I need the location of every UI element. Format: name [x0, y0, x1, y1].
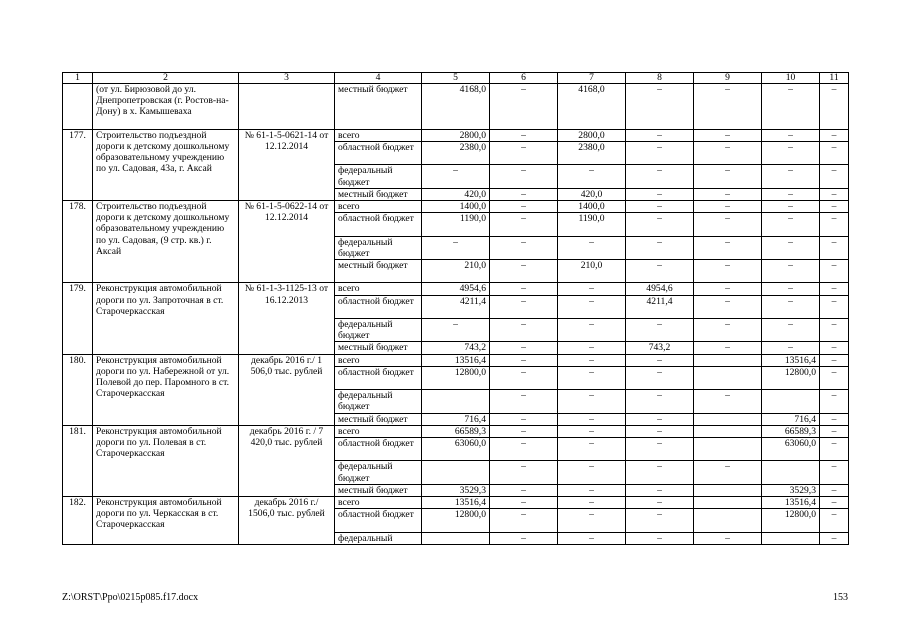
value-cell: – [820, 366, 849, 389]
funding-source: федеральный бюджет [335, 390, 422, 413]
value-cell: – [490, 84, 558, 130]
funding-source: всего [335, 129, 422, 141]
funding-source: областной бюджет [335, 366, 422, 389]
item-number: 177. [63, 129, 93, 200]
value-cell: – [820, 213, 849, 236]
value-cell: 4954,6 [422, 283, 490, 295]
funding-source: местный бюджет [335, 413, 422, 425]
funding-source: федеральный бюджет [335, 165, 422, 188]
funding-source: местный бюджет [335, 342, 422, 354]
value-cell: 12800,0 [762, 366, 820, 389]
funding-source: местный бюджет [335, 484, 422, 496]
value-cell: – [558, 484, 626, 496]
value-cell: – [558, 236, 626, 259]
value-cell: – [626, 165, 694, 188]
value-cell: 2380,0 [558, 142, 626, 165]
value-cell: – [626, 129, 694, 141]
value-cell: – [490, 129, 558, 141]
value-cell: – [490, 283, 558, 295]
value-cell: – [490, 295, 558, 318]
column-header-7: 7 [558, 73, 626, 84]
funding-source: областной бюджет [335, 438, 422, 461]
value-cell: – [820, 390, 849, 413]
funding-source: областной бюджет [335, 295, 422, 318]
value-cell [762, 390, 820, 413]
value-cell: – [422, 165, 490, 188]
item-number: 180. [63, 354, 93, 425]
value-cell: – [820, 283, 849, 295]
value-cell: – [626, 318, 694, 341]
value-cell: 66589,3 [762, 425, 820, 437]
value-cell: – [626, 354, 694, 366]
value-cell: 420,0 [558, 188, 626, 200]
column-header-3: 3 [239, 73, 335, 84]
value-cell: – [820, 497, 849, 509]
value-cell: – [820, 165, 849, 188]
value-cell: – [490, 201, 558, 213]
value-cell [694, 497, 762, 509]
value-cell: – [694, 236, 762, 259]
value-cell: – [626, 366, 694, 389]
value-cell: – [820, 438, 849, 461]
value-cell: 2800,0 [558, 129, 626, 141]
value-cell: – [490, 318, 558, 341]
item-number [63, 84, 93, 130]
item-name: Реконструкция автомобильной дороги по ул. Набережной от ул. Полевой до пер. Паромного в ст. Старочеркасская [93, 354, 239, 425]
value-cell: – [762, 318, 820, 341]
value-cell: – [762, 342, 820, 354]
value-cell: – [762, 165, 820, 188]
table-row [63, 425, 849, 437]
table-row [63, 201, 849, 213]
column-header-2: 2 [93, 73, 239, 84]
value-cell: – [626, 201, 694, 213]
value-cell: – [558, 283, 626, 295]
value-cell: – [626, 532, 694, 544]
funding-source: всего [335, 354, 422, 366]
column-header-8: 8 [626, 73, 694, 84]
value-cell: – [626, 509, 694, 532]
value-cell: – [820, 260, 849, 283]
item-name: Реконструкция автомобильной дороги по ул. Запроточная в ст. Старочеркасская [93, 283, 239, 354]
value-cell: – [490, 188, 558, 200]
item-name: Реконструкция автомобильной дороги по ул. Черкасская в ст. Старочеркасская [93, 497, 239, 545]
value-cell: – [820, 532, 849, 544]
value-cell: – [694, 283, 762, 295]
item-document: декабрь 2016 г./ 1506,0 тыс. рублей [239, 497, 335, 545]
value-cell: 4954,6 [626, 283, 694, 295]
value-cell: 13516,4 [422, 497, 490, 509]
value-cell: – [490, 532, 558, 544]
funding-source: областной бюджет [335, 509, 422, 532]
value-cell: – [694, 461, 762, 484]
item-document: декабрь 2016 г. / 7 420,0 тыс. рублей [239, 425, 335, 496]
value-cell: – [490, 354, 558, 366]
value-cell: – [694, 342, 762, 354]
value-cell: – [490, 142, 558, 165]
value-cell: – [762, 260, 820, 283]
value-cell: – [490, 438, 558, 461]
value-cell: – [490, 342, 558, 354]
value-cell: 13516,4 [762, 354, 820, 366]
value-cell: – [694, 165, 762, 188]
value-cell [422, 390, 490, 413]
value-cell: – [762, 236, 820, 259]
value-cell: – [490, 366, 558, 389]
value-cell [694, 366, 762, 389]
value-cell: – [558, 497, 626, 509]
value-cell: – [626, 438, 694, 461]
item-name: Строительство подъездной дороги к детскому дошкольному образовательному учреждению по ул. Садовая, 43а, г. Аксай [93, 129, 239, 200]
value-cell: 4211,4 [626, 295, 694, 318]
value-cell: – [626, 260, 694, 283]
value-cell: – [490, 413, 558, 425]
item-document: № 61-1-5-0621-14 от 12.12.2014 [239, 129, 335, 200]
value-cell [422, 532, 490, 544]
value-cell: – [762, 129, 820, 141]
value-cell: – [694, 390, 762, 413]
value-cell: – [626, 425, 694, 437]
table-row [63, 497, 849, 509]
funding-source: всего [335, 283, 422, 295]
value-cell [762, 461, 820, 484]
value-cell: – [558, 461, 626, 484]
value-cell: – [762, 142, 820, 165]
value-cell: 743,2 [626, 342, 694, 354]
value-cell: – [820, 129, 849, 141]
item-number: 179. [63, 283, 93, 354]
value-cell: – [762, 84, 820, 130]
column-header-5: 5 [422, 73, 490, 84]
item-document: декабрь 2016 г./ 1 506,0 тыс. рублей [239, 354, 335, 425]
value-cell: 63060,0 [422, 438, 490, 461]
table-body [63, 73, 849, 545]
value-cell: 1400,0 [558, 201, 626, 213]
value-cell: – [762, 295, 820, 318]
value-cell: – [490, 260, 558, 283]
value-cell: – [490, 461, 558, 484]
value-cell: – [558, 413, 626, 425]
value-cell: – [490, 165, 558, 188]
column-header-10: 10 [762, 73, 820, 84]
value-cell: 210,0 [558, 260, 626, 283]
value-cell: – [820, 509, 849, 532]
column-number-header-row [63, 73, 849, 84]
value-cell: 13516,4 [762, 497, 820, 509]
value-cell [694, 413, 762, 425]
value-cell: – [490, 484, 558, 496]
funding-source: всего [335, 425, 422, 437]
value-cell: – [558, 438, 626, 461]
value-cell: 716,4 [422, 413, 490, 425]
page-number: 153 [833, 592, 848, 603]
value-cell: – [820, 461, 849, 484]
value-cell: 3529,3 [762, 484, 820, 496]
file-path: Z:\ORST\Ppo\0215p085.f17.docx [62, 592, 199, 603]
value-cell: 12800,0 [422, 509, 490, 532]
value-cell [694, 509, 762, 532]
value-cell: – [490, 236, 558, 259]
value-cell: – [694, 129, 762, 141]
value-cell: 420,0 [422, 188, 490, 200]
value-cell: – [558, 354, 626, 366]
value-cell: – [626, 497, 694, 509]
table-row [63, 283, 849, 295]
value-cell: – [626, 461, 694, 484]
funding-source: федеральный бюджет [335, 318, 422, 341]
item-name: Строительство подъездной дороги к детскому дошкольному образовательному учреждению по ул. Садовая, (9 стр. кв.) г. Аксай [93, 201, 239, 283]
funding-source: местный бюджет [335, 84, 422, 130]
value-cell: – [558, 342, 626, 354]
item-number: 178. [63, 201, 93, 283]
value-cell: – [422, 236, 490, 259]
funding-source: федеральный бюджет [335, 236, 422, 259]
item-number: 181. [63, 425, 93, 496]
value-cell: 2800,0 [422, 129, 490, 141]
item-document: № 61-1-3-1125-13 от 16.12.2013 [239, 283, 335, 354]
value-cell: – [820, 342, 849, 354]
value-cell: – [820, 84, 849, 130]
value-cell: – [558, 509, 626, 532]
value-cell: 210,0 [422, 260, 490, 283]
value-cell [694, 484, 762, 496]
value-cell: – [558, 165, 626, 188]
value-cell: – [762, 283, 820, 295]
column-header-1: 1 [63, 73, 93, 84]
value-cell [694, 354, 762, 366]
table-row [63, 354, 849, 366]
funding-source: местный бюджет [335, 188, 422, 200]
value-cell: 12800,0 [762, 509, 820, 532]
value-cell: – [558, 390, 626, 413]
value-cell: – [820, 318, 849, 341]
funding-source: областной бюджет [335, 142, 422, 165]
funding-source: местный бюджет [335, 260, 422, 283]
funding-source: всего [335, 201, 422, 213]
value-cell: – [820, 354, 849, 366]
value-cell: 1400,0 [422, 201, 490, 213]
value-cell: – [626, 213, 694, 236]
value-cell [762, 532, 820, 544]
value-cell: – [490, 497, 558, 509]
value-cell: – [694, 213, 762, 236]
value-cell: – [820, 188, 849, 200]
value-cell [694, 438, 762, 461]
value-cell: – [558, 295, 626, 318]
value-cell: – [820, 413, 849, 425]
value-cell: 2380,0 [422, 142, 490, 165]
value-cell: – [694, 260, 762, 283]
value-cell [422, 461, 490, 484]
value-cell: 13516,4 [422, 354, 490, 366]
funding-source: федеральный [335, 532, 422, 544]
value-cell: 1190,0 [558, 213, 626, 236]
value-cell: – [694, 188, 762, 200]
value-cell: 3529,3 [422, 484, 490, 496]
value-cell: 63060,0 [762, 438, 820, 461]
value-cell [694, 425, 762, 437]
value-cell: – [820, 142, 849, 165]
column-header-6: 6 [490, 73, 558, 84]
column-header-11: 11 [820, 73, 849, 84]
value-cell: – [626, 84, 694, 130]
value-cell: – [626, 142, 694, 165]
value-cell: – [490, 425, 558, 437]
column-header-9: 9 [694, 73, 762, 84]
value-cell: – [694, 142, 762, 165]
item-document: № 61-1-5-0622-14 от 12.12.2014 [239, 201, 335, 283]
value-cell: 743,2 [422, 342, 490, 354]
table-row [63, 129, 849, 141]
value-cell: – [558, 366, 626, 389]
value-cell: 66589,3 [422, 425, 490, 437]
value-cell: – [626, 390, 694, 413]
table-row [63, 84, 849, 130]
funding-source: областной бюджет [335, 213, 422, 236]
value-cell: – [820, 425, 849, 437]
item-name: Реконструкция автомобильной дороги по ул. Полевая в ст. Старочеркасская [93, 425, 239, 496]
value-cell: – [558, 425, 626, 437]
value-cell: – [762, 188, 820, 200]
value-cell: – [694, 84, 762, 130]
value-cell: 4168,0 [422, 84, 490, 130]
value-cell: – [422, 318, 490, 341]
value-cell: 4211,4 [422, 295, 490, 318]
value-cell: – [490, 390, 558, 413]
value-cell: – [558, 318, 626, 341]
value-cell: 12800,0 [422, 366, 490, 389]
value-cell: – [626, 188, 694, 200]
column-header-4: 4 [335, 73, 422, 84]
value-cell: – [694, 295, 762, 318]
value-cell: – [694, 532, 762, 544]
value-cell: – [820, 201, 849, 213]
item-document [239, 84, 335, 130]
item-name: (от ул. Бирюзовой до ул. Днепропетровская (г. Ростов-на-Дону) в х. Камышеваха [93, 84, 239, 130]
value-cell: – [820, 484, 849, 496]
funding-source: всего [335, 497, 422, 509]
value-cell: 4168,0 [558, 84, 626, 130]
value-cell: – [762, 201, 820, 213]
value-cell: 716,4 [762, 413, 820, 425]
funding-source: федеральный бюджет [335, 461, 422, 484]
value-cell: – [820, 295, 849, 318]
value-cell: – [626, 484, 694, 496]
value-cell: – [694, 318, 762, 341]
value-cell: – [626, 236, 694, 259]
value-cell: – [490, 509, 558, 532]
item-number: 182. [63, 497, 93, 545]
value-cell: – [820, 236, 849, 259]
value-cell: – [490, 213, 558, 236]
value-cell: – [762, 213, 820, 236]
budget-table [62, 72, 849, 545]
value-cell: – [558, 532, 626, 544]
value-cell: 1190,0 [422, 213, 490, 236]
value-cell: – [626, 413, 694, 425]
value-cell: – [694, 201, 762, 213]
